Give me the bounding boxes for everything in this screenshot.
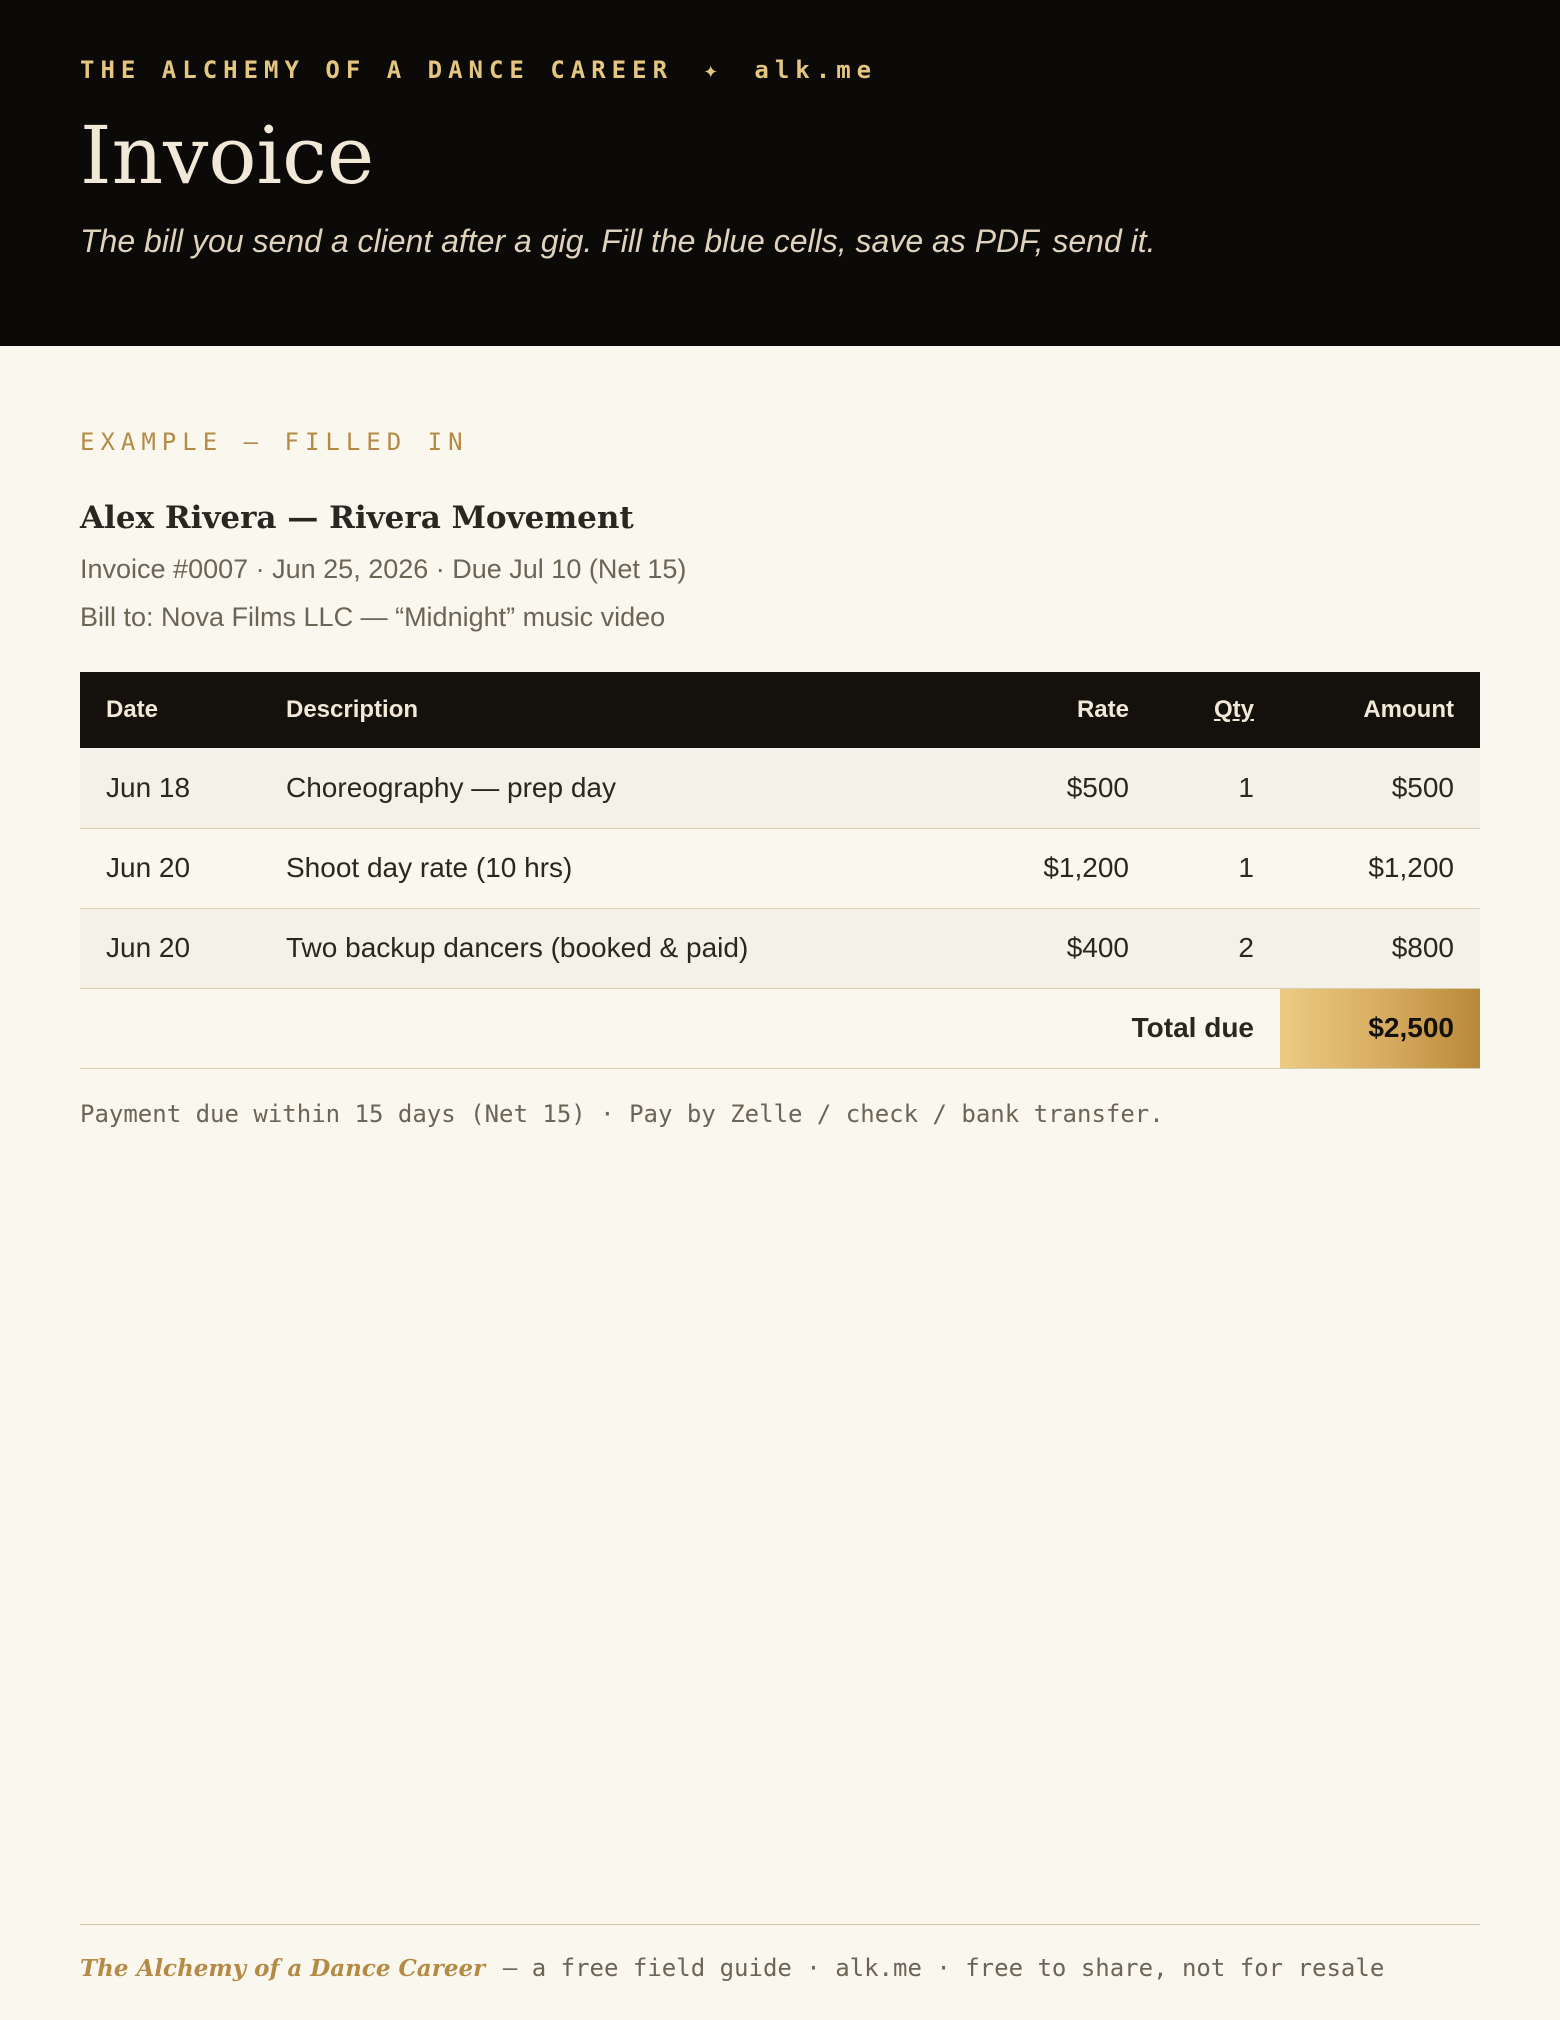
invoice-table — [80, 672, 1480, 1069]
payment-terms: Payment due within 15 days (Net 15) · Pay by Zelle / check / bank transfer. — [80, 1100, 1164, 1128]
cell-rate[interactable]: $1,200 — [990, 828, 1155, 908]
footer — [80, 1954, 1384, 1982]
footer-text: — a free field guide · alk.me · free to share, not for resale — [502, 1954, 1385, 1982]
header-rate: Rate — [990, 672, 1155, 748]
header-qty: Qty — [1155, 672, 1280, 748]
page-title: Invoice — [80, 109, 375, 202]
cell-qty[interactable]: 1 — [1155, 748, 1280, 828]
cell-description[interactable]: Choreography — prep day — [260, 748, 990, 828]
cell-amount: $500 — [1280, 748, 1480, 828]
party-name: Alex Rivera — Rivera Movement — [80, 500, 634, 536]
cell-qty[interactable]: 2 — [1155, 908, 1280, 988]
bill-to: Bill to: Nova Films LLC — “Midnight” music video — [80, 602, 666, 632]
header-banner — [0, 0, 1560, 346]
sparkle-icon: ✦ — [703, 56, 724, 84]
page-subtitle: The bill you send a client after a gig. Fill the blue cells, save as PDF, send it. — [80, 223, 1156, 259]
header-date: Date — [80, 672, 260, 748]
cell-description[interactable]: Two backup dancers (booked & paid) — [260, 908, 990, 988]
footer-divider — [80, 1924, 1480, 1925]
table-header-row — [80, 672, 1480, 748]
total-value: $2,500 — [1280, 988, 1480, 1068]
total-row — [80, 988, 1480, 1068]
cell-qty[interactable]: 1 — [1155, 828, 1280, 908]
example-eyebrow: EXAMPLE — FILLED IN — [80, 428, 469, 456]
cell-rate[interactable]: $400 — [990, 908, 1155, 988]
cell-date[interactable]: Jun 20 — [80, 828, 260, 908]
brand-line — [80, 56, 877, 84]
table-row — [80, 828, 1480, 908]
brand-name: THE ALCHEMY OF A DANCE CAREER — [80, 56, 674, 84]
cell-rate[interactable]: $500 — [990, 748, 1155, 828]
invoice-meta: Invoice #0007 · Jun 25, 2026 · Due Jul 10 (Net 15) — [80, 554, 687, 584]
table-row — [80, 908, 1480, 988]
cell-date[interactable]: Jun 20 — [80, 908, 260, 988]
table-row — [80, 748, 1480, 828]
cell-amount: $800 — [1280, 908, 1480, 988]
cell-description[interactable]: Shoot day rate (10 hrs) — [260, 828, 990, 908]
header-amount: Amount — [1280, 672, 1480, 748]
cell-date[interactable]: Jun 18 — [80, 748, 260, 828]
header-description: Description — [260, 672, 990, 748]
brand-site: alk.me — [754, 56, 878, 84]
cell-amount: $1,200 — [1280, 828, 1480, 908]
footer-title: The Alchemy of a Dance Career — [80, 1955, 486, 1982]
total-label: Total due — [80, 988, 1280, 1068]
